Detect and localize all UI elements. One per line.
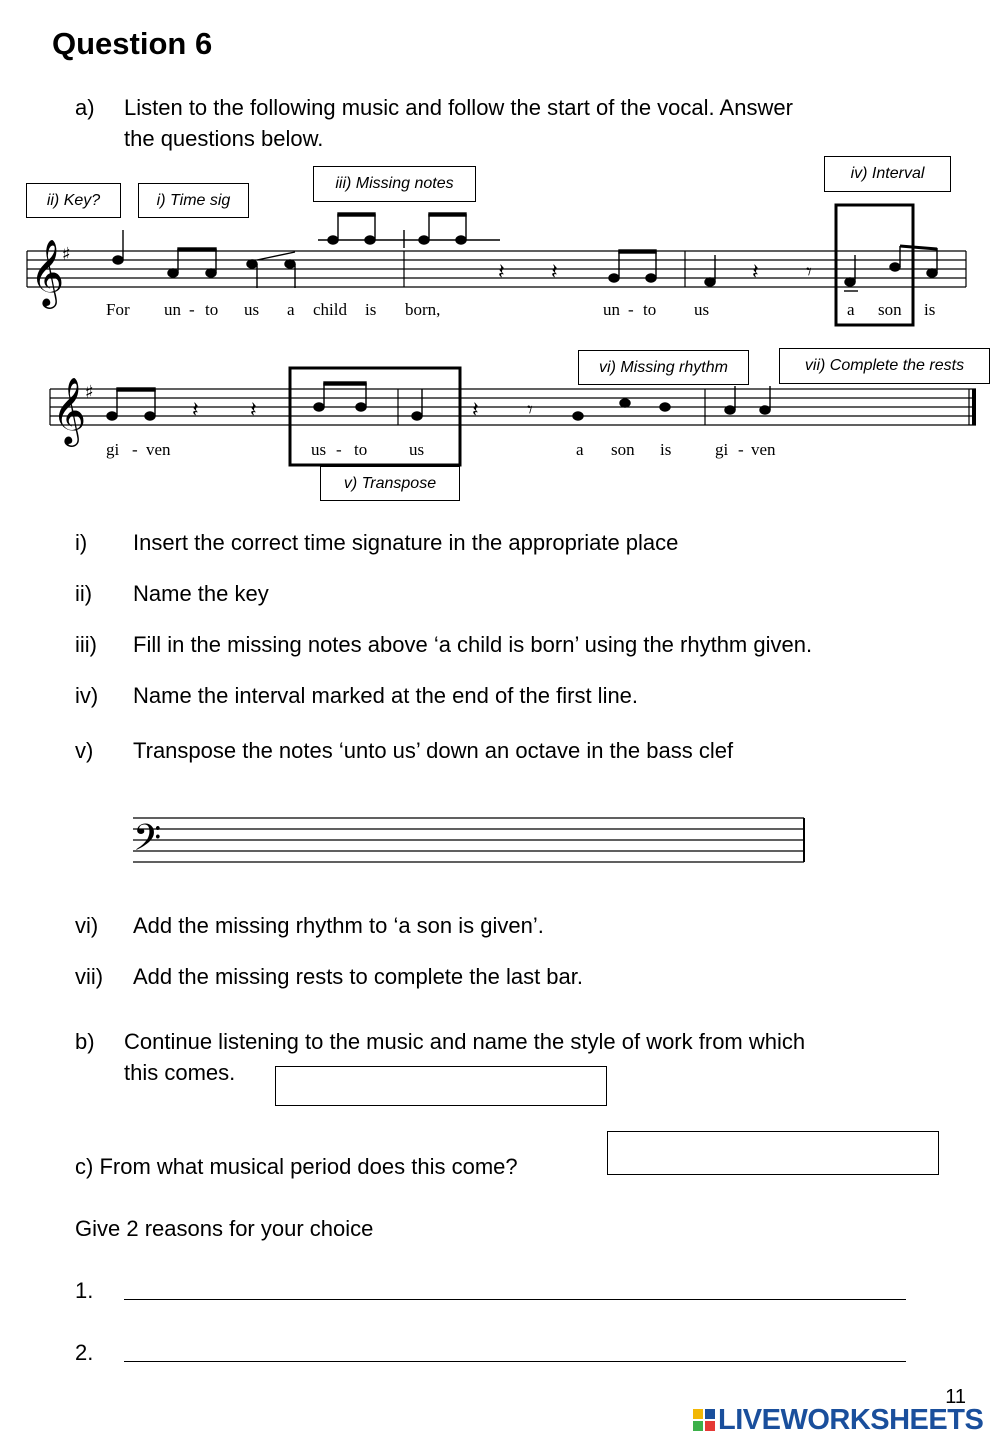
- lyric: us: [311, 440, 327, 459]
- question-text: Add the missing rests to complete the last bar.: [133, 964, 584, 989]
- lyric: to: [643, 300, 657, 319]
- lyric: gi: [106, 440, 120, 459]
- quarter-rest-icon: 𝄽: [752, 260, 759, 285]
- liveworksheets-logo-text: LIVEWORKSHEETS: [718, 1404, 984, 1436]
- part-a-line1: Listen to the following music and follow the start of the vocal. Answer: [124, 95, 793, 120]
- question-number: i): [75, 530, 88, 555]
- reason-2-answer-line[interactable]: [124, 1361, 906, 1362]
- quarter-rest-icon: 𝄽: [192, 398, 199, 423]
- liveworksheets-logo-icon: [693, 1409, 715, 1431]
- lyric: is: [924, 300, 936, 319]
- lyric: un: [603, 300, 620, 319]
- lyric: -: [336, 440, 342, 459]
- time-sig-label-box: i) Time sig: [138, 183, 249, 218]
- lyric: ven: [146, 440, 171, 459]
- treble-clef-icon: 𝄞: [30, 238, 65, 306]
- lyric: son: [878, 300, 902, 319]
- key-label-box: ii) Key?: [26, 183, 121, 218]
- lyric: gi: [715, 440, 729, 459]
- lyric: us: [694, 300, 710, 319]
- bass-clef-icon: 𝄢: [133, 817, 162, 868]
- lyric: -: [132, 440, 138, 459]
- eighth-rest-icon: 𝄾: [527, 398, 533, 423]
- quarter-rest-icon: 𝄽: [551, 260, 558, 285]
- sharp-icon: ♯: [62, 244, 71, 265]
- lyric: to: [354, 440, 368, 459]
- lyric: us: [409, 440, 425, 459]
- question-text: Transpose the notes ‘unto us’ down an octave in the bass clef: [133, 738, 734, 763]
- missing-notes-label-box: iii) Missing notes: [313, 166, 476, 202]
- question-text: Name the key: [133, 581, 269, 606]
- quarter-rest-icon: 𝄽: [498, 260, 505, 285]
- lyric: is: [365, 300, 377, 319]
- period-answer-box[interactable]: [607, 1131, 939, 1175]
- lyric: a: [287, 300, 295, 319]
- reason-number: 1.: [75, 1278, 94, 1303]
- lyric: us: [244, 300, 260, 319]
- style-answer-box[interactable]: [275, 1066, 607, 1106]
- question-number: ii): [75, 581, 93, 606]
- lyric: -: [189, 300, 195, 319]
- lyric: ven: [751, 440, 776, 459]
- question-number: vii): [75, 964, 104, 989]
- quarter-rest-icon: 𝄽: [472, 398, 479, 423]
- part-b-marker: b): [75, 1029, 95, 1054]
- lyric: child: [313, 300, 347, 319]
- question-text: Add the missing rhythm to ‘a son is given’.: [133, 913, 544, 938]
- lyric: For: [106, 300, 130, 319]
- sharp-icon: ♯: [85, 382, 94, 403]
- lyric: un: [164, 300, 181, 319]
- treble-clef-icon: 𝄞: [52, 376, 87, 444]
- question-number: vi): [75, 913, 99, 938]
- part-b-line2: this comes.: [124, 1060, 236, 1085]
- lyric: to: [205, 300, 219, 319]
- lyric: -: [738, 440, 744, 459]
- reason-1-answer-line[interactable]: [124, 1299, 906, 1300]
- part-a-marker: a): [75, 95, 95, 120]
- eighth-rest-icon: 𝄾: [806, 260, 812, 285]
- question-text: Name the interval marked at the end of the first line.: [133, 683, 639, 708]
- part-c-question: c) From what musical period does this come?: [75, 1154, 518, 1179]
- question-text: Insert the correct time signature in the appropriate place: [133, 530, 679, 555]
- lyric: born,: [405, 300, 441, 319]
- part-b-line1: Continue listening to the music and name the style of work from which: [124, 1029, 806, 1054]
- transpose-label-box: v) Transpose: [320, 466, 460, 501]
- page-number: 11: [945, 1386, 966, 1408]
- question-number: iii): [75, 632, 97, 657]
- question-text: Fill in the missing notes above ‘a child is born’ using the rhythm given.: [133, 632, 813, 657]
- interval-label-box: iv) Interval: [824, 156, 951, 192]
- reasons-prompt: Give 2 reasons for your choice: [75, 1216, 374, 1241]
- lyric: son: [611, 440, 635, 459]
- lyric: a: [576, 440, 584, 459]
- missing-rhythm-label-box: vi) Missing rhythm: [578, 350, 749, 385]
- question-number: v): [75, 738, 94, 763]
- lyric: a: [847, 300, 855, 319]
- question-title: Question 6: [52, 26, 213, 61]
- reason-number: 2.: [75, 1340, 94, 1365]
- question-number: iv): [75, 683, 99, 708]
- lyric: -: [628, 300, 634, 319]
- lyric: is: [660, 440, 672, 459]
- complete-rests-label-box: vii) Complete the rests: [779, 348, 990, 384]
- quarter-rest-icon: 𝄽: [250, 398, 257, 423]
- part-a-line2: the questions below.: [124, 126, 324, 151]
